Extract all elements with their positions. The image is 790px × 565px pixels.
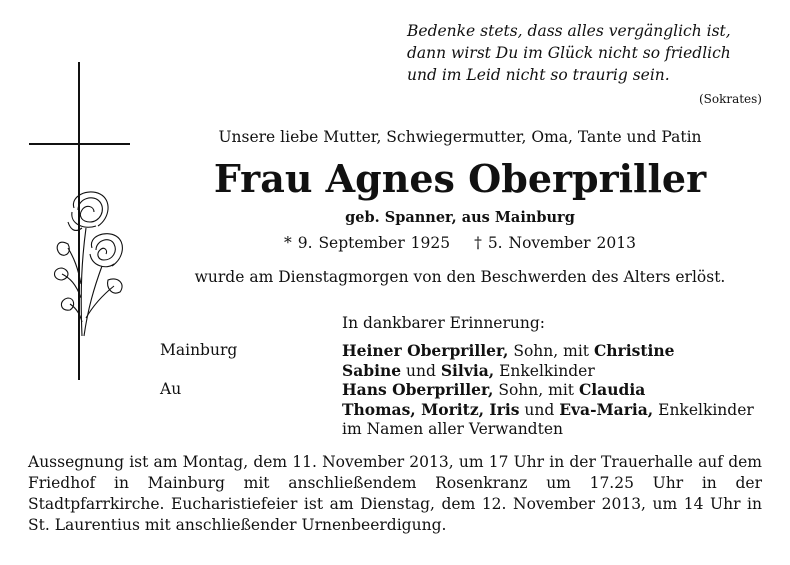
mourner-line bbox=[342, 380, 645, 399]
intro-line: Unsere liebe Mutter, Schwiegermutter, Oma, Tante und Patin bbox=[218, 128, 702, 146]
quote bbox=[407, 20, 762, 86]
roses-icon bbox=[48, 188, 132, 338]
mourner-text: Sohn, mit bbox=[493, 381, 579, 399]
mourner-name: Sabine bbox=[342, 361, 402, 380]
mourners-heading: In dankbarer Erinnerung: bbox=[342, 314, 545, 332]
life-dates bbox=[160, 234, 760, 252]
mourner-text: Enkelkinder bbox=[494, 362, 595, 380]
mourner-text: Enkelkinder bbox=[653, 401, 754, 419]
quote-line: und im Leid nicht so traurig sein. bbox=[407, 66, 670, 84]
death-date: † 5. November 2013 bbox=[474, 234, 636, 252]
mourner-name: Claudia bbox=[578, 380, 646, 399]
mourners-closing: im Namen aller Verwandten bbox=[342, 420, 563, 438]
funeral-text: Aussegnung ist am Montag, dem 11. November 2013, um 17 Uhr in der Trauerhalle auf dem Friedhof in Mainburg mit anschließendem Rosenkranz um 17.25 Uhr in der Stadtpfarrkirche. Eucharistiefeier ist am Dienstag, dem 12. November 2013, um 14 Uhr in St. Laurentius mit anschließender Urnenbeerdigung. bbox=[28, 453, 762, 534]
mourner-name: Heiner Oberpriller, bbox=[342, 341, 509, 360]
birth-date: * 9. September 1925 bbox=[284, 234, 451, 252]
mourner-line bbox=[342, 400, 754, 419]
mourner-place: Mainburg bbox=[160, 341, 238, 359]
birth-info: geb. Spanner, aus Mainburg bbox=[345, 209, 575, 226]
quote-source: (Sokrates) bbox=[698, 92, 762, 106]
mourner-text: und bbox=[401, 362, 441, 380]
mourner-line bbox=[342, 341, 675, 360]
mourner-name: Silvia, bbox=[440, 361, 495, 380]
mourner-text: und bbox=[519, 401, 560, 419]
quote-line: Bedenke stets, dass alles vergänglich ist, bbox=[407, 22, 731, 40]
mourner-place: Au bbox=[160, 380, 182, 398]
deceased-name: Frau Agnes Oberpriller bbox=[213, 156, 707, 201]
mourner-name: Christine bbox=[593, 341, 675, 360]
mourner-line bbox=[342, 361, 595, 380]
quote-line: dann wirst Du im Glück nicht so friedlich bbox=[407, 44, 731, 62]
mourner-name: Eva-Maria, bbox=[559, 400, 654, 419]
death-text: wurde am Dienstagmorgen von den Beschwerden des Alters erlöst. bbox=[194, 268, 726, 286]
mourner-name: Thomas, Moritz, Iris bbox=[342, 400, 520, 419]
cross-horizontal bbox=[29, 143, 130, 145]
mourner-name: Hans Oberpriller, bbox=[342, 380, 494, 399]
mourner-text: Sohn, mit bbox=[508, 342, 594, 360]
